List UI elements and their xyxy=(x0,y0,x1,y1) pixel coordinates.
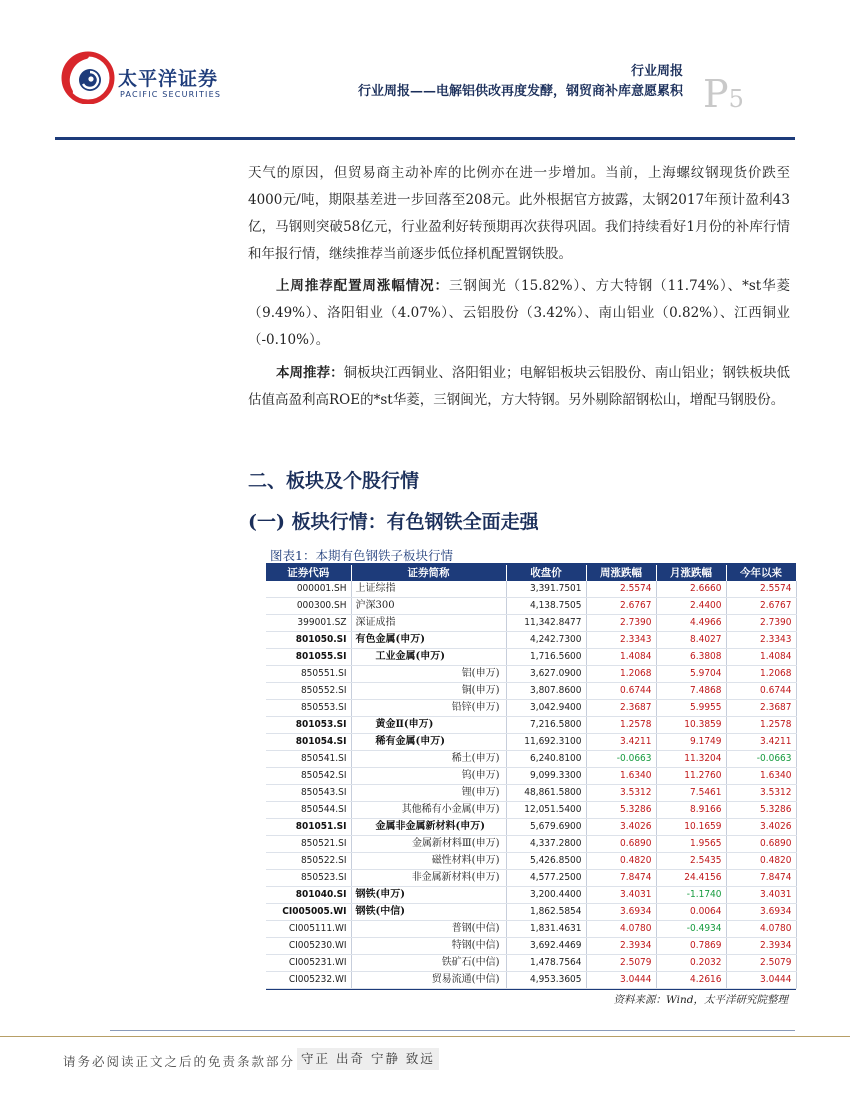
table-source: 资料来源：Wind，太平洋研究院整理 xyxy=(613,994,788,1007)
cell-ytd-change: 0.4820 xyxy=(726,853,796,870)
cell-week-change: 5.3286 xyxy=(586,802,656,819)
cell-name: 钢铁(中信) xyxy=(351,904,506,921)
cell-week-change: 2.5574 xyxy=(586,581,656,598)
cell-code: 000300.SH xyxy=(266,598,351,615)
col-header-name: 证券简称 xyxy=(351,565,506,581)
cell-week-change: 0.4820 xyxy=(586,853,656,870)
cell-name: 上证综指 xyxy=(351,581,506,598)
table-row xyxy=(266,649,796,666)
table-row xyxy=(266,683,796,700)
cell-code: CI005005.WI xyxy=(266,904,351,921)
table-row xyxy=(266,870,796,887)
cell-price: 3,692.4469 xyxy=(506,938,586,955)
last-week-text: 三钢闽光（15.82%）、方大特钢（11.74%）、*st华菱（9.49%）、洛阳钼业（4.07%）、云铝股份（3.42%）、南山铝业（0.82%）、江西铜业（-0.10%）。 xyxy=(248,278,791,348)
cell-month-change: 2.4400 xyxy=(656,598,726,615)
cell-code: 801051.SI xyxy=(266,819,351,836)
cell-name: 金属新材料Ⅲ(申万) xyxy=(351,836,506,853)
table-row xyxy=(266,632,796,649)
cell-month-change: 0.7869 xyxy=(656,938,726,955)
cell-name: 稀有金属(申万) xyxy=(351,734,506,751)
header-divider xyxy=(55,137,795,140)
cell-price: 3,627.0900 xyxy=(506,666,586,683)
col-header-month: 月涨跌幅 xyxy=(656,565,726,581)
cell-ytd-change: 1.4084 xyxy=(726,649,796,666)
cell-name: 特钢(中信) xyxy=(351,938,506,955)
table-row xyxy=(266,921,796,938)
page-num: 5 xyxy=(728,85,744,113)
cell-week-change: 3.5312 xyxy=(586,785,656,802)
col-header-week: 周涨跌幅 xyxy=(586,565,656,581)
cell-month-change: 11.2760 xyxy=(656,768,726,785)
subsection-title: (一) 板块行情：有色钢铁全面走强 xyxy=(248,511,539,533)
footer-motto: 守正 出奇 宁静 致远 xyxy=(297,1048,439,1070)
logo-english-name: PACIFIC SECURITIES xyxy=(120,90,222,99)
cell-week-change: 1.6340 xyxy=(586,768,656,785)
cell-month-change: 11.3204 xyxy=(656,751,726,768)
page-number xyxy=(703,74,744,119)
cell-price: 3,200.4400 xyxy=(506,887,586,904)
cell-name: 贸易流通(中信) xyxy=(351,972,506,989)
cell-name: 沪深300 xyxy=(351,598,506,615)
table-row xyxy=(266,819,796,836)
table-row xyxy=(266,904,796,921)
cell-ytd-change: -0.0663 xyxy=(726,751,796,768)
cell-month-change: 8.4027 xyxy=(656,632,726,649)
cell-week-change: 0.6890 xyxy=(586,836,656,853)
col-header-price: 收盘价 xyxy=(506,565,586,581)
table-row xyxy=(266,768,796,785)
cell-month-change: 6.3808 xyxy=(656,649,726,666)
cell-ytd-change: 3.4211 xyxy=(726,734,796,751)
cell-month-change: 8.9166 xyxy=(656,802,726,819)
table-row xyxy=(266,615,796,632)
table-row xyxy=(266,666,796,683)
cell-name: 非金属新材料(申万) xyxy=(351,870,506,887)
cell-price: 1,862.5854 xyxy=(506,904,586,921)
cell-code: 850522.SI xyxy=(266,853,351,870)
cell-price: 4,577.2500 xyxy=(506,870,586,887)
cell-ytd-change: 1.2578 xyxy=(726,717,796,734)
cell-price: 3,391.7501 xyxy=(506,581,586,598)
table-row xyxy=(266,802,796,819)
cell-price: 1,716.5600 xyxy=(506,649,586,666)
cell-price: 9,099.3300 xyxy=(506,768,586,785)
cell-code: 850542.SI xyxy=(266,768,351,785)
cell-price: 48,861.5800 xyxy=(506,785,586,802)
cell-ytd-change: 1.2068 xyxy=(726,666,796,683)
cell-week-change: 3.4026 xyxy=(586,819,656,836)
this-week-label: 本周推荐： xyxy=(276,365,344,381)
pacific-logo-icon xyxy=(60,48,116,104)
cell-week-change: 4.0780 xyxy=(586,921,656,938)
cell-name: 工业金属(申万) xyxy=(351,649,506,666)
cell-code: 399001.SZ xyxy=(266,615,351,632)
table-row xyxy=(266,751,796,768)
cell-price: 11,692.3100 xyxy=(506,734,586,751)
cell-code: 850544.SI xyxy=(266,802,351,819)
cell-month-change: 10.3859 xyxy=(656,717,726,734)
cell-code: 801050.SI xyxy=(266,632,351,649)
cell-ytd-change: 1.6340 xyxy=(726,768,796,785)
cell-name: 铝(申万) xyxy=(351,666,506,683)
cell-code: CI005232.WI xyxy=(266,972,351,989)
table-body xyxy=(266,581,796,989)
cell-week-change: 2.7390 xyxy=(586,615,656,632)
cell-week-change: 2.6767 xyxy=(586,598,656,615)
cell-name: 金属非金属新材料(申万) xyxy=(351,819,506,836)
cell-name: 深证成指 xyxy=(351,615,506,632)
cell-month-change: 0.0064 xyxy=(656,904,726,921)
cell-name: 铜(申万) xyxy=(351,683,506,700)
col-header-code: 证券代码 xyxy=(266,565,351,581)
cell-week-change: 2.3343 xyxy=(586,632,656,649)
cell-price: 5,426.8500 xyxy=(506,853,586,870)
cell-week-change: 1.4084 xyxy=(586,649,656,666)
cell-code: 000001.SH xyxy=(266,581,351,598)
cell-name: 铁矿石(中信) xyxy=(351,955,506,972)
cell-week-change: -0.0663 xyxy=(586,751,656,768)
cell-price: 4,138.7505 xyxy=(506,598,586,615)
table-header-row xyxy=(266,565,796,581)
cell-month-change: 4.2616 xyxy=(656,972,726,989)
table-row xyxy=(266,785,796,802)
footer-divider xyxy=(0,1036,850,1037)
logo-chinese-name: 太平洋证券 xyxy=(118,68,219,90)
cell-month-change: 24.4156 xyxy=(656,870,726,887)
cell-week-change: 3.0444 xyxy=(586,972,656,989)
cell-code: CI005111.WI xyxy=(266,921,351,938)
table-row xyxy=(266,717,796,734)
cell-ytd-change: 2.3687 xyxy=(726,700,796,717)
sector-table xyxy=(266,565,797,989)
cell-week-change: 2.3934 xyxy=(586,938,656,955)
cell-code: 801040.SI xyxy=(266,887,351,904)
cell-price: 1,831.4631 xyxy=(506,921,586,938)
cell-ytd-change: 2.3934 xyxy=(726,938,796,955)
cell-month-change: 7.5461 xyxy=(656,785,726,802)
cell-price: 7,216.5800 xyxy=(506,717,586,734)
cell-code: 801055.SI xyxy=(266,649,351,666)
cell-ytd-change: 2.6767 xyxy=(726,598,796,615)
paragraph-this-week-recommendation xyxy=(248,360,790,414)
cell-code: 850543.SI xyxy=(266,785,351,802)
cell-month-change: 10.1659 xyxy=(656,819,726,836)
table-row xyxy=(266,955,796,972)
cell-price: 1,478.7564 xyxy=(506,955,586,972)
cell-name: 锂(申万) xyxy=(351,785,506,802)
col-header-ytd: 今年以来 xyxy=(726,565,796,581)
cell-ytd-change: 0.6890 xyxy=(726,836,796,853)
cell-week-change: 3.4211 xyxy=(586,734,656,751)
section-title: 二、板块及个股行情 xyxy=(248,470,420,492)
cell-price: 3,042.9400 xyxy=(506,700,586,717)
cell-ytd-change: 2.5079 xyxy=(726,955,796,972)
cell-name: 磁性材料(申万) xyxy=(351,853,506,870)
cell-month-change: 5.9704 xyxy=(656,666,726,683)
cell-price: 12,051.5400 xyxy=(506,802,586,819)
cell-name: 普钢(中信) xyxy=(351,921,506,938)
cell-code: CI005231.WI xyxy=(266,955,351,972)
cell-price: 3,807.8600 xyxy=(506,683,586,700)
cell-month-change: 0.2032 xyxy=(656,955,726,972)
table-row xyxy=(266,581,796,598)
table-row xyxy=(266,887,796,904)
cell-name: 钨(申万) xyxy=(351,768,506,785)
cell-month-change: 4.4966 xyxy=(656,615,726,632)
cell-code: 801053.SI xyxy=(266,717,351,734)
cell-ytd-change: 0.6744 xyxy=(726,683,796,700)
cell-ytd-change: 2.7390 xyxy=(726,615,796,632)
cell-month-change: 9.1749 xyxy=(656,734,726,751)
cell-name: 钢铁(申万) xyxy=(351,887,506,904)
cell-month-change: 2.5435 xyxy=(656,853,726,870)
table-row xyxy=(266,734,796,751)
cell-week-change: 3.4031 xyxy=(586,887,656,904)
cell-week-change: 7.8474 xyxy=(586,870,656,887)
cell-ytd-change: 2.3343 xyxy=(726,632,796,649)
cell-code: 850523.SI xyxy=(266,870,351,887)
last-week-label: 上周推荐配置周涨幅情况： xyxy=(276,278,449,294)
cell-name: 其他稀有小金属(申万) xyxy=(351,802,506,819)
this-week-text: 铜板块江西铜业、洛阳钼业；电解铝板块云铝股份、南山铝业；钢铁板块低估值高盈利高ROE的*st华菱，三钢闽光，方大特钢。另外剔除韶钢松山，增配马钢股份。 xyxy=(248,365,791,408)
cell-week-change: 1.2578 xyxy=(586,717,656,734)
table-row xyxy=(266,853,796,870)
company-logo xyxy=(60,48,230,110)
cell-ytd-change: 3.4031 xyxy=(726,887,796,904)
cell-ytd-change: 3.5312 xyxy=(726,785,796,802)
cell-name: 稀土(申万) xyxy=(351,751,506,768)
footer-disclaimer: 请务必阅读正文之后的免责条款部分 xyxy=(63,1054,296,1069)
table-row xyxy=(266,700,796,717)
cell-code: 850551.SI xyxy=(266,666,351,683)
paragraph-market-comment: 天气的原因，但贸易商主动补库的比例亦在进一步增加。当前，上海螺纹钢现货价跌至4000元/吨，期限基差进一步回落至208元。此外根据官方披露，太钢2017年预计盈利43亿，马钢则突破58亿元，行业盈利好转预期再次获得巩固。我们持续看好1月份的补库行情和年报行情，继续推荐当前逐步低位择机配置钢铁股。 xyxy=(248,165,790,262)
table-row xyxy=(266,836,796,853)
cell-ytd-change: 5.3286 xyxy=(726,802,796,819)
cell-code: 850552.SI xyxy=(266,683,351,700)
cell-week-change: 0.6744 xyxy=(586,683,656,700)
cell-week-change: 1.2068 xyxy=(586,666,656,683)
paragraph-last-week-performance xyxy=(248,273,790,354)
cell-code: 850521.SI xyxy=(266,836,351,853)
cell-ytd-change: 3.6934 xyxy=(726,904,796,921)
cell-week-change: 2.3687 xyxy=(586,700,656,717)
cell-price: 5,679.6900 xyxy=(506,819,586,836)
cell-name: 黄金Ⅱ(申万) xyxy=(351,717,506,734)
cell-month-change: 7.4868 xyxy=(656,683,726,700)
cell-month-change: 5.9955 xyxy=(656,700,726,717)
cell-month-change: -1.1740 xyxy=(656,887,726,904)
cell-week-change: 2.5079 xyxy=(586,955,656,972)
cell-code: 801054.SI xyxy=(266,734,351,751)
table-row xyxy=(266,938,796,955)
cell-code: 850553.SI xyxy=(266,700,351,717)
cell-price: 4,337.2800 xyxy=(506,836,586,853)
report-title: 行业周报——电解铝供改再度发酵，钢贸商补库意愿累积 xyxy=(357,84,683,99)
cell-name: 有色金属(申万) xyxy=(351,632,506,649)
table-row xyxy=(266,972,796,989)
cell-name: 铅锌(申万) xyxy=(351,700,506,717)
table-bottom-rule xyxy=(266,989,796,990)
cell-code: 850541.SI xyxy=(266,751,351,768)
cell-month-change: 1.9565 xyxy=(656,836,726,853)
cell-ytd-change: 2.5574 xyxy=(726,581,796,598)
cell-ytd-change: 7.8474 xyxy=(726,870,796,887)
table-row xyxy=(266,598,796,615)
cell-month-change: 2.6660 xyxy=(656,581,726,598)
footer-divider-inner xyxy=(110,1030,795,1031)
page-letter: P xyxy=(703,72,729,116)
cell-week-change: 3.6934 xyxy=(586,904,656,921)
cell-price: 11,342.8477 xyxy=(506,615,586,632)
cell-month-change: -0.4934 xyxy=(656,921,726,938)
cell-code: CI005230.WI xyxy=(266,938,351,955)
report-type: 行业周报 xyxy=(630,64,683,79)
cell-ytd-change: 3.0444 xyxy=(726,972,796,989)
cell-price: 4,953.3605 xyxy=(506,972,586,989)
cell-price: 6,240.8100 xyxy=(506,751,586,768)
cell-price: 4,242.7300 xyxy=(506,632,586,649)
cell-ytd-change: 3.4026 xyxy=(726,819,796,836)
cell-ytd-change: 4.0780 xyxy=(726,921,796,938)
sector-performance-table xyxy=(266,546,796,1007)
table-caption: 图表1：本期有色钢铁子板块行情 xyxy=(266,546,796,565)
